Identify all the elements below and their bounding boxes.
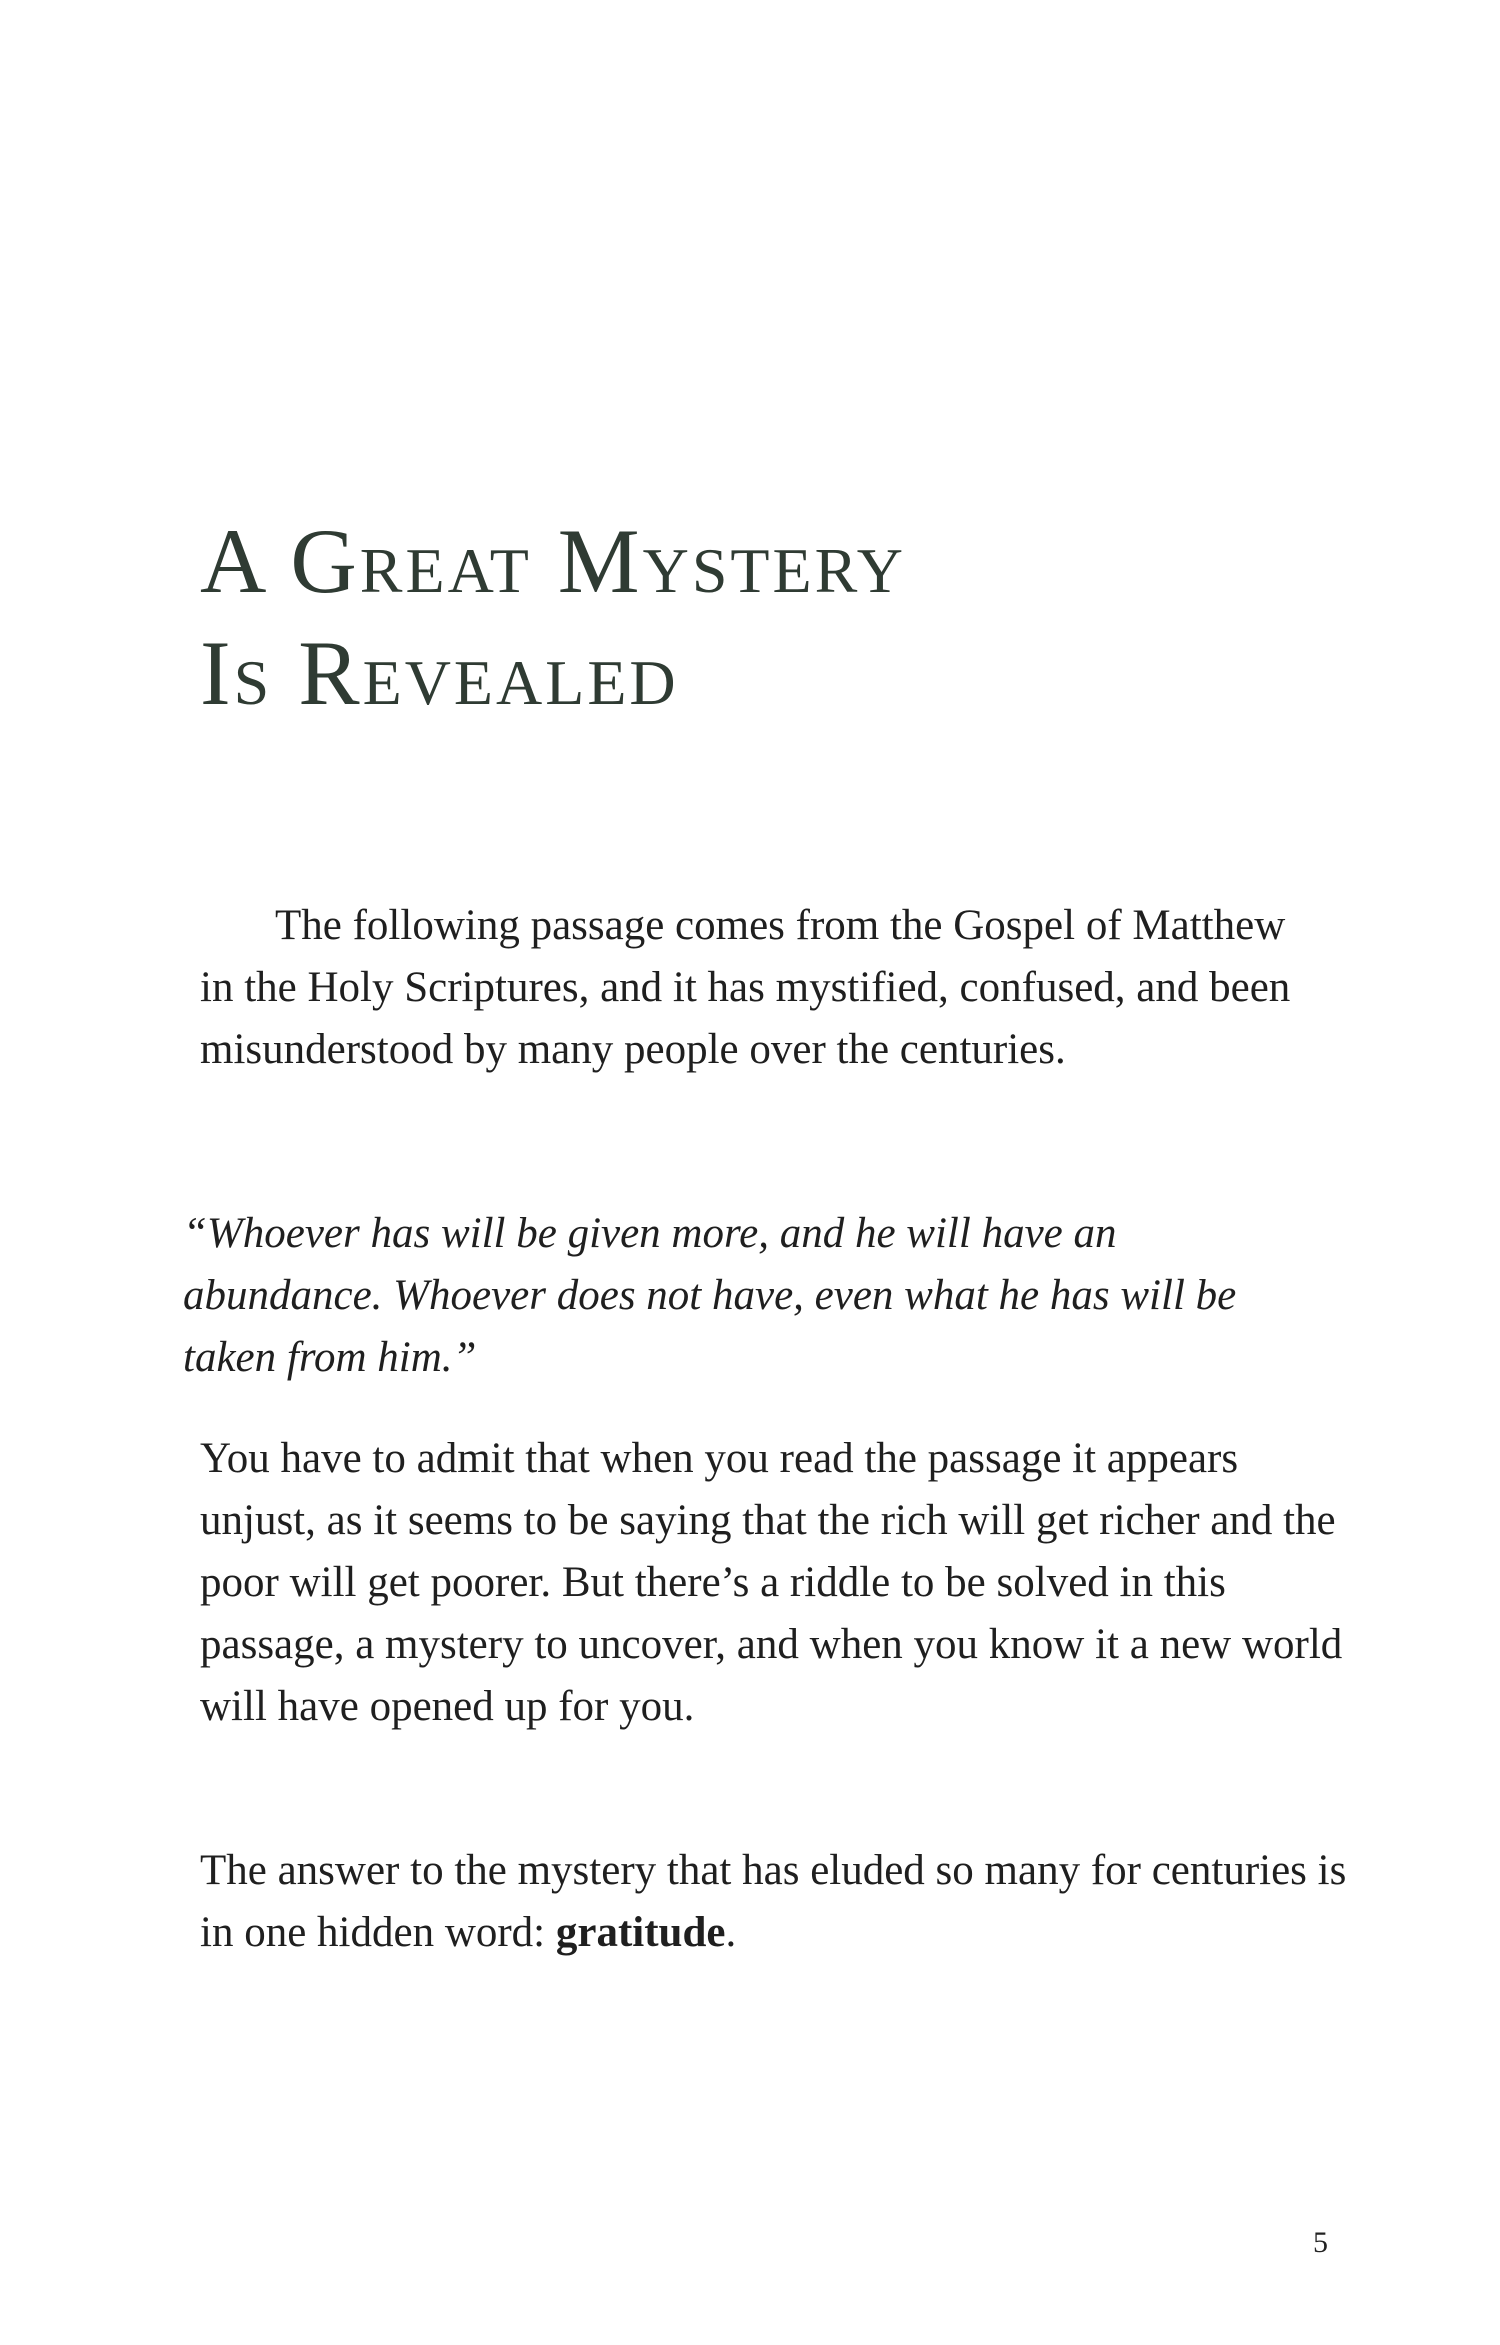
page-number: 5: [1313, 2226, 1328, 2259]
scripture-quote: “Whoever has will be given more, and he will have an abundance. Whoever does not have, even what he has will be taken from him.”: [183, 1210, 1237, 1381]
chapter-title-line-2: Is Revealed: [200, 622, 679, 724]
intro-paragraph: The following passage comes from the Gospel of Matthew in the Holy Scriptures, and it has mystified, confused, and been misunderstood by many people over the centuries.: [200, 902, 1291, 1073]
answer-text: The answer to the mystery that has eluded so many for centuries is in one hidden word:: [200, 1847, 1347, 1956]
answer-period: .: [725, 1909, 737, 1956]
explanation-paragraph: You have to admit that when you read the passage it appears unjust, as it seems to be saying that the rich will get richer and the poor will get poorer. But there’s a riddle to be solved in this passage, a mystery to uncover, and when you know it a new world will have opened up for you.: [200, 1435, 1343, 1730]
answer-keyword: gratitude: [555, 1909, 726, 1956]
chapter-title: [200, 505, 906, 729]
chapter-title-line-1: A Great Mystery: [200, 510, 906, 612]
answer-paragraph: [200, 1840, 1350, 1964]
